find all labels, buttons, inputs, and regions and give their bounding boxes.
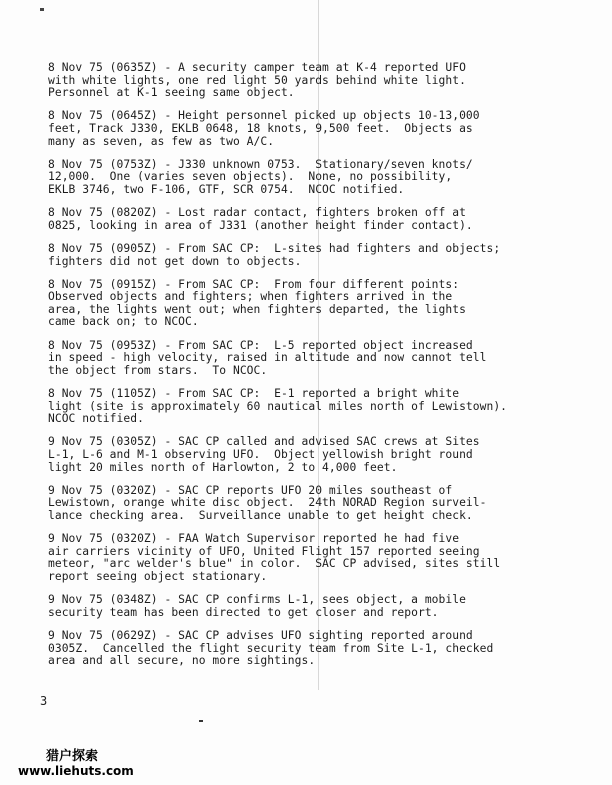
watermark-url: www.liehuts.com	[18, 764, 134, 778]
log-entry: 9 Nov 75 (0305Z) - SAC CP called and advised SAC crews at Sites L-1, L-6 and M-1 observing UFO. Object yellowish bright round light 20 miles north of Harlowton, 2 to 4,000 feet.	[48, 435, 480, 474]
log-entry: 9 Nov 75 (0629Z) - SAC CP advises UFO sighting reported around 0305Z. Cancelled the flight security team from Site L-1, checked area and all secure, no more sightings.	[48, 628, 494, 668]
log-entry: 8 Nov 75 (0953Z) - From SAC CP: L-5 reported object increased in speed - high velocity, raised in altitude and now cannot tell the object from stars. To NCOC.	[48, 338, 487, 377]
log-entry: 8 Nov 75 (0820Z) - Lost radar contact, fighters broken off at 0825, looking in area of J331 (another height finder contact).	[48, 206, 473, 232]
corner-mark	[40, 8, 44, 11]
log-entry: 9 Nov 75 (0320Z) - FAA Watch Supervisor reported he had five air carriers vicinity of UFO, United Flight 157 reported seeing meteor, "arc welder's blue" in color. SAC CP advised, sites still report seeing object stationary.	[48, 532, 501, 583]
log-entries	[48, 62, 518, 678]
log-entry: 8 Nov 75 (0635Z) - A security camper team at K-4 reported UFO with white lights, one red light 50 yards behind white light. Personnel at K-1 seeing same object.	[48, 61, 466, 100]
log-entry: 8 Nov 75 (0905Z) - From SAC CP: L-sites had fighters and objects; fighters did not get down to objects.	[48, 241, 501, 268]
log-entry: 8 Nov 75 (0915Z) - From SAC CP: From four different points: Observed objects and fighters; when fighters arrived in the area, the lights went out; when fighters departed, the lights came back on; to NCOC.	[48, 277, 466, 329]
log-entry: 9 Nov 75 (0320Z) - SAC CP reports UFO 20 miles southeast of Lewistown, orange white disc object. 24th NORAD Region surveil- lance checking area. Surveillance unable to get height check.	[48, 483, 487, 522]
log-entry: 9 Nov 75 (0348Z) - SAC CP confirms L-1, sees object, a mobile security team has been directed to get closer and report.	[48, 593, 466, 619]
page-number: 3	[40, 694, 48, 708]
log-entry: 8 Nov 75 (0753Z) - J330 unknown 0753. Stationary/seven knots/ 12,000. One (varies seven objects). None, no possibility, EKLB 3746, two F-106, GTF, SCR 0754. NCOC notified.	[48, 157, 473, 196]
log-entry: 8 Nov 75 (1105Z) - From SAC CP: E-1 reported a bright white light (site is approximately 60 nautical miles north of Lewistown). NCOC notified.	[48, 387, 508, 426]
watermark-title: 猎户探索	[46, 749, 99, 764]
stray-mark	[199, 720, 203, 722]
log-entry: 8 Nov 75 (0645Z) - Height personnel picked up objects 10-13,000 feet, Track J330, EKLB 0648, 18 knots, 9,500 feet. Objects as many as seven, as few as two A/C.	[48, 109, 480, 148]
